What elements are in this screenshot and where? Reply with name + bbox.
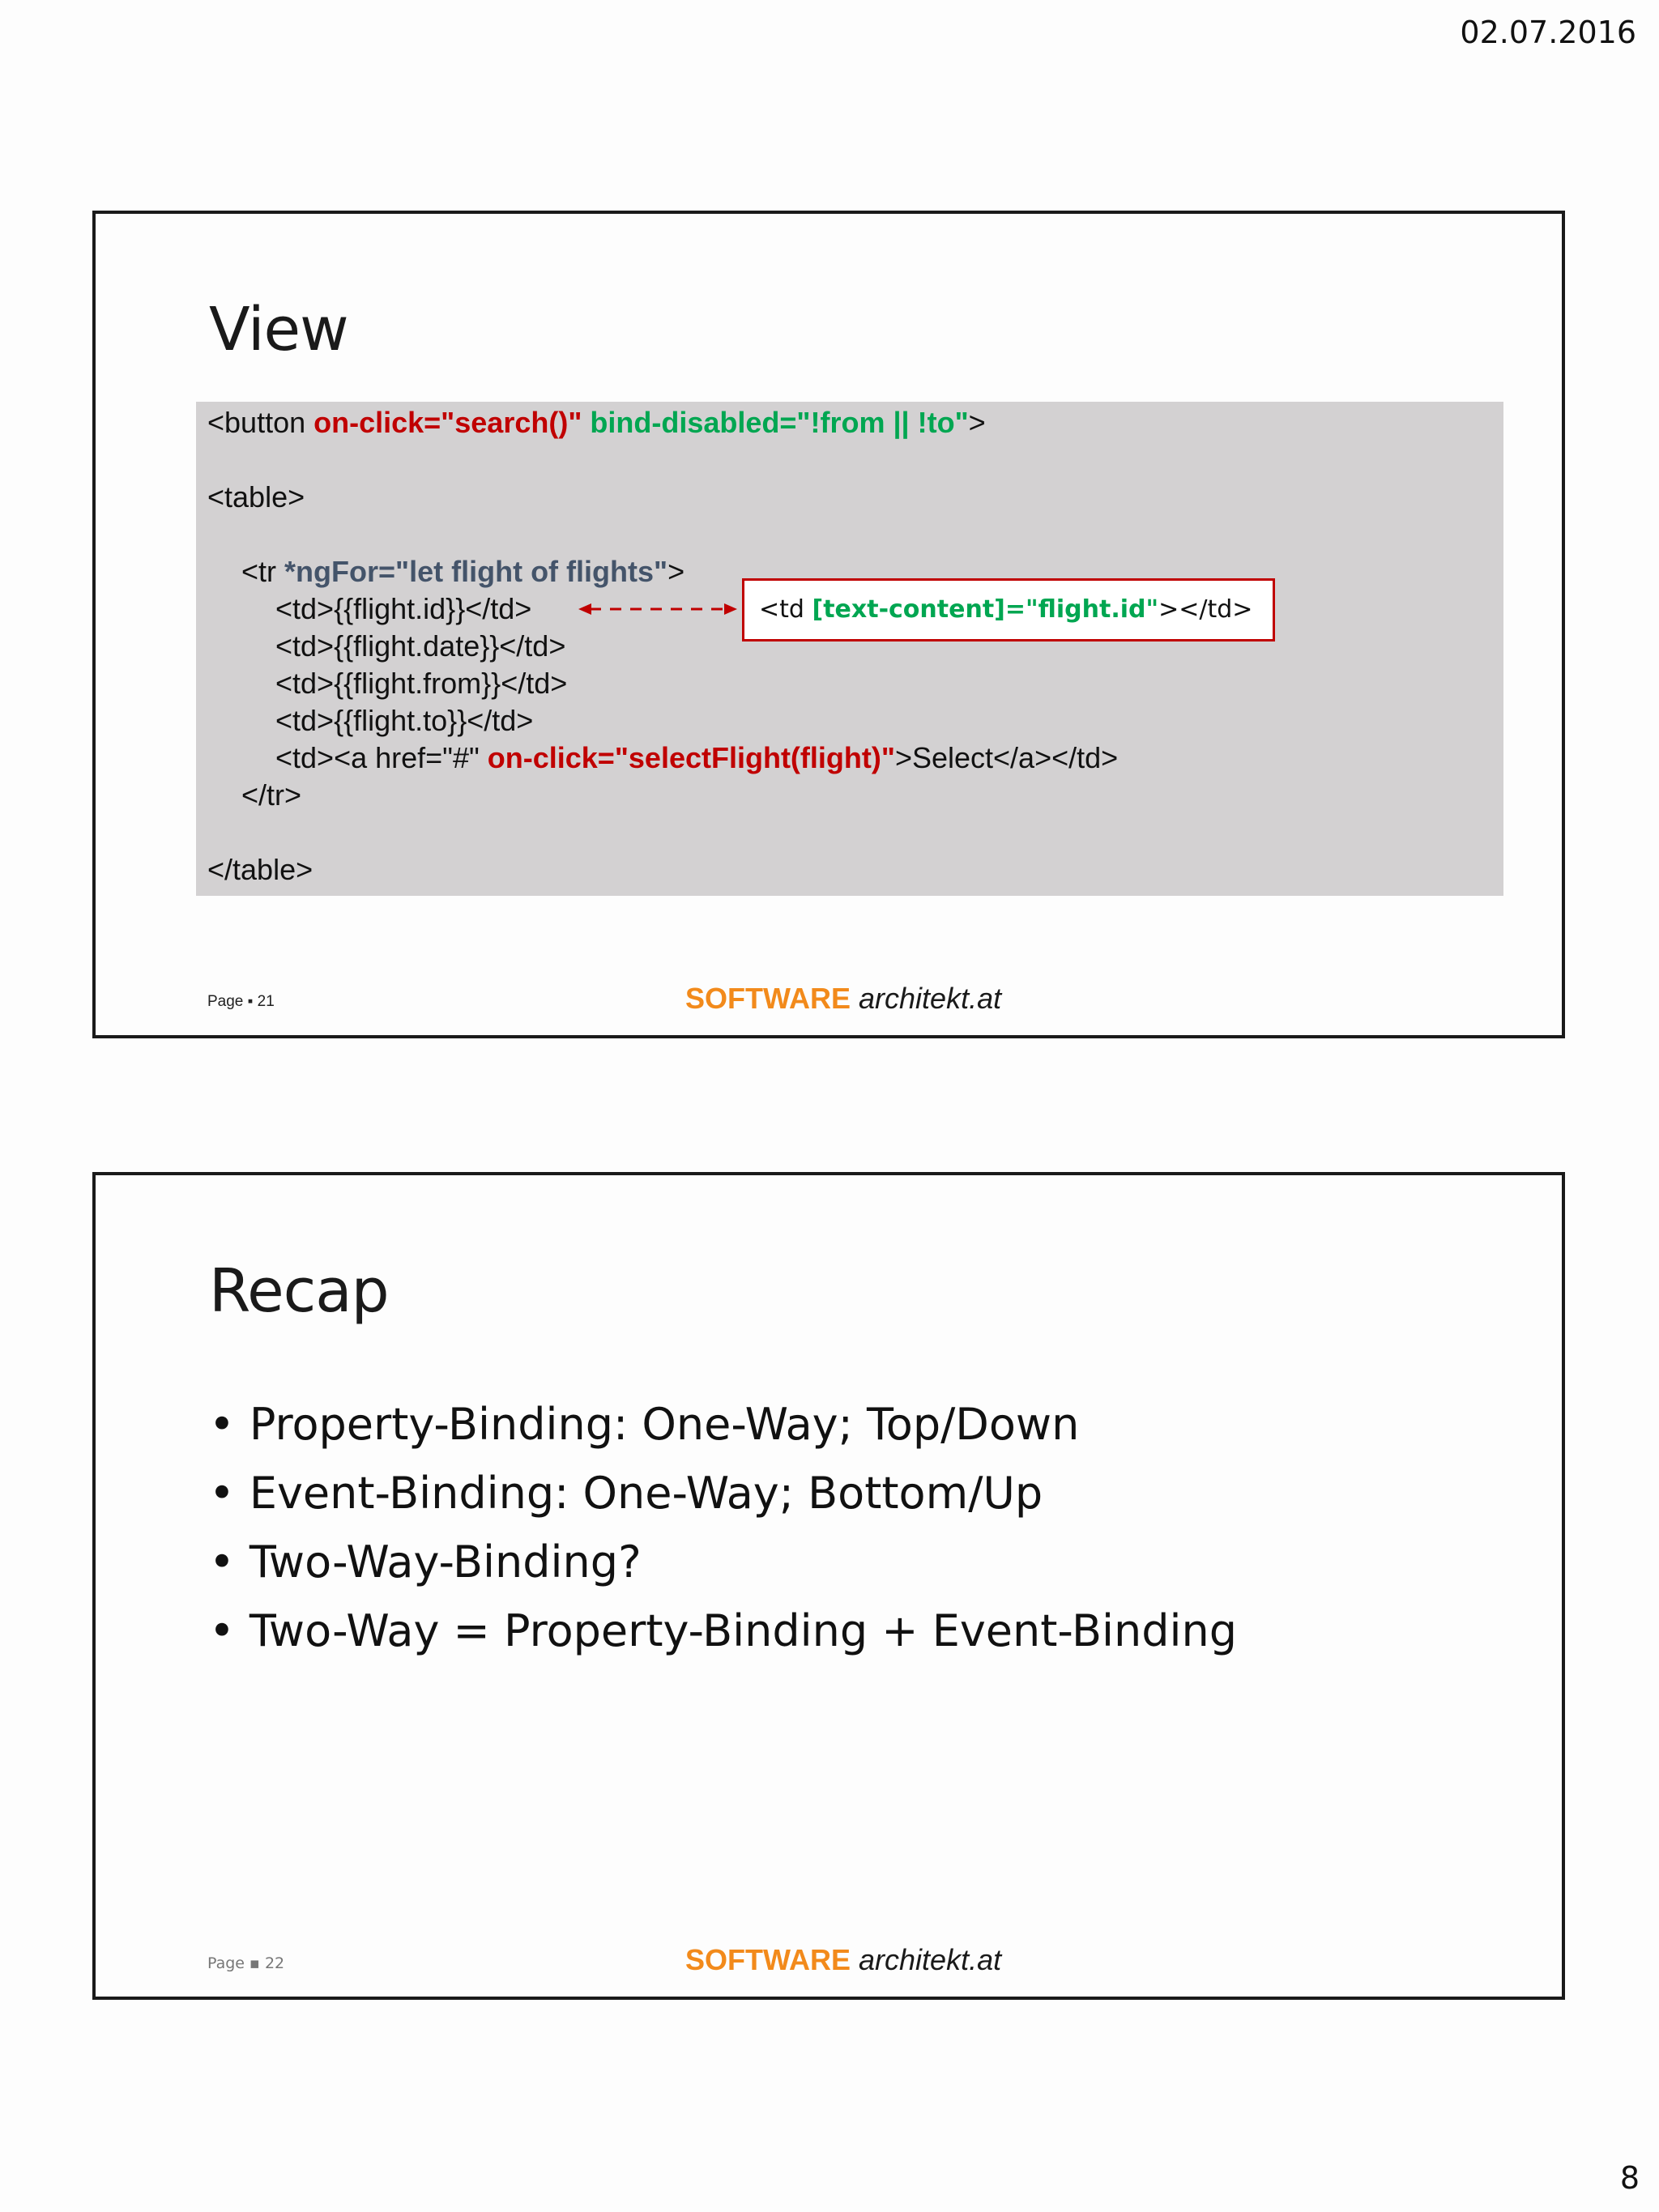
code-line-td-from: <td>{{flight.from}}</td> <box>275 667 568 700</box>
brand-logo: SOFTWARE architekt.at <box>685 1943 1002 1976</box>
slide-title: View <box>209 295 348 364</box>
property-binding: [text-content]="flight.id" <box>812 595 1159 624</box>
code-line-table-close: </table> <box>207 853 313 886</box>
text-content-callout: <td [text-content]="flight.id"></td> <box>742 578 1275 641</box>
brand-logo: SOFTWARE architekt.at <box>685 982 1002 1015</box>
code-line-td-date: <td>{{flight.date}}</td> <box>275 629 566 663</box>
code-line-table-open: <table> <box>207 480 305 514</box>
bullet-item: • Property-Binding: One-Way; Top/Down <box>209 1390 1237 1459</box>
recap-bullet-list <box>209 1390 1237 1665</box>
slide-title: Recap <box>209 1256 389 1326</box>
code-line-td-select: <td><a href="#" on-click="selectFlight(flight)">Select</a></td> <box>275 741 1119 774</box>
dashed-double-arrow-icon <box>577 599 739 619</box>
code-line-td-to: <td>{{flight.to}}</td> <box>275 704 534 737</box>
slide-view <box>92 211 1565 1038</box>
bullet-item: • Event-Binding: One-Way; Bottom/Up <box>209 1459 1237 1528</box>
event-binding: on-click="selectFlight(flight)" <box>487 741 895 774</box>
slide-recap <box>92 1172 1565 2000</box>
bullet-item: • Two-Way-Binding? <box>209 1528 1237 1596</box>
sheet-number: 8 <box>1619 2160 1640 2196</box>
bullet-item: • Two-Way = Property-Binding + Event-Binding <box>209 1596 1237 1665</box>
print-date: 02.07.2016 <box>1460 15 1636 50</box>
code-line-tr-close: </tr> <box>241 778 302 812</box>
code-block <box>196 402 1503 896</box>
code-line-button: <button on-click="search()" bind-disabled="!from || !to"> <box>207 406 986 439</box>
event-binding: on-click="search()" <box>313 406 582 439</box>
ngfor-directive: *ngFor="let flight of flights" <box>284 555 668 588</box>
code-line-td-id: <td>{{flight.id}}</td> <box>275 592 532 625</box>
code-line-tr-open: <tr *ngFor="let flight of flights"> <box>241 555 685 588</box>
slide-page-label: Page ▪ 21 <box>207 993 275 1010</box>
property-binding: bind-disabled="!from || !to" <box>590 406 969 439</box>
slide-page-label: Page ▪ 22 <box>207 1954 285 1972</box>
